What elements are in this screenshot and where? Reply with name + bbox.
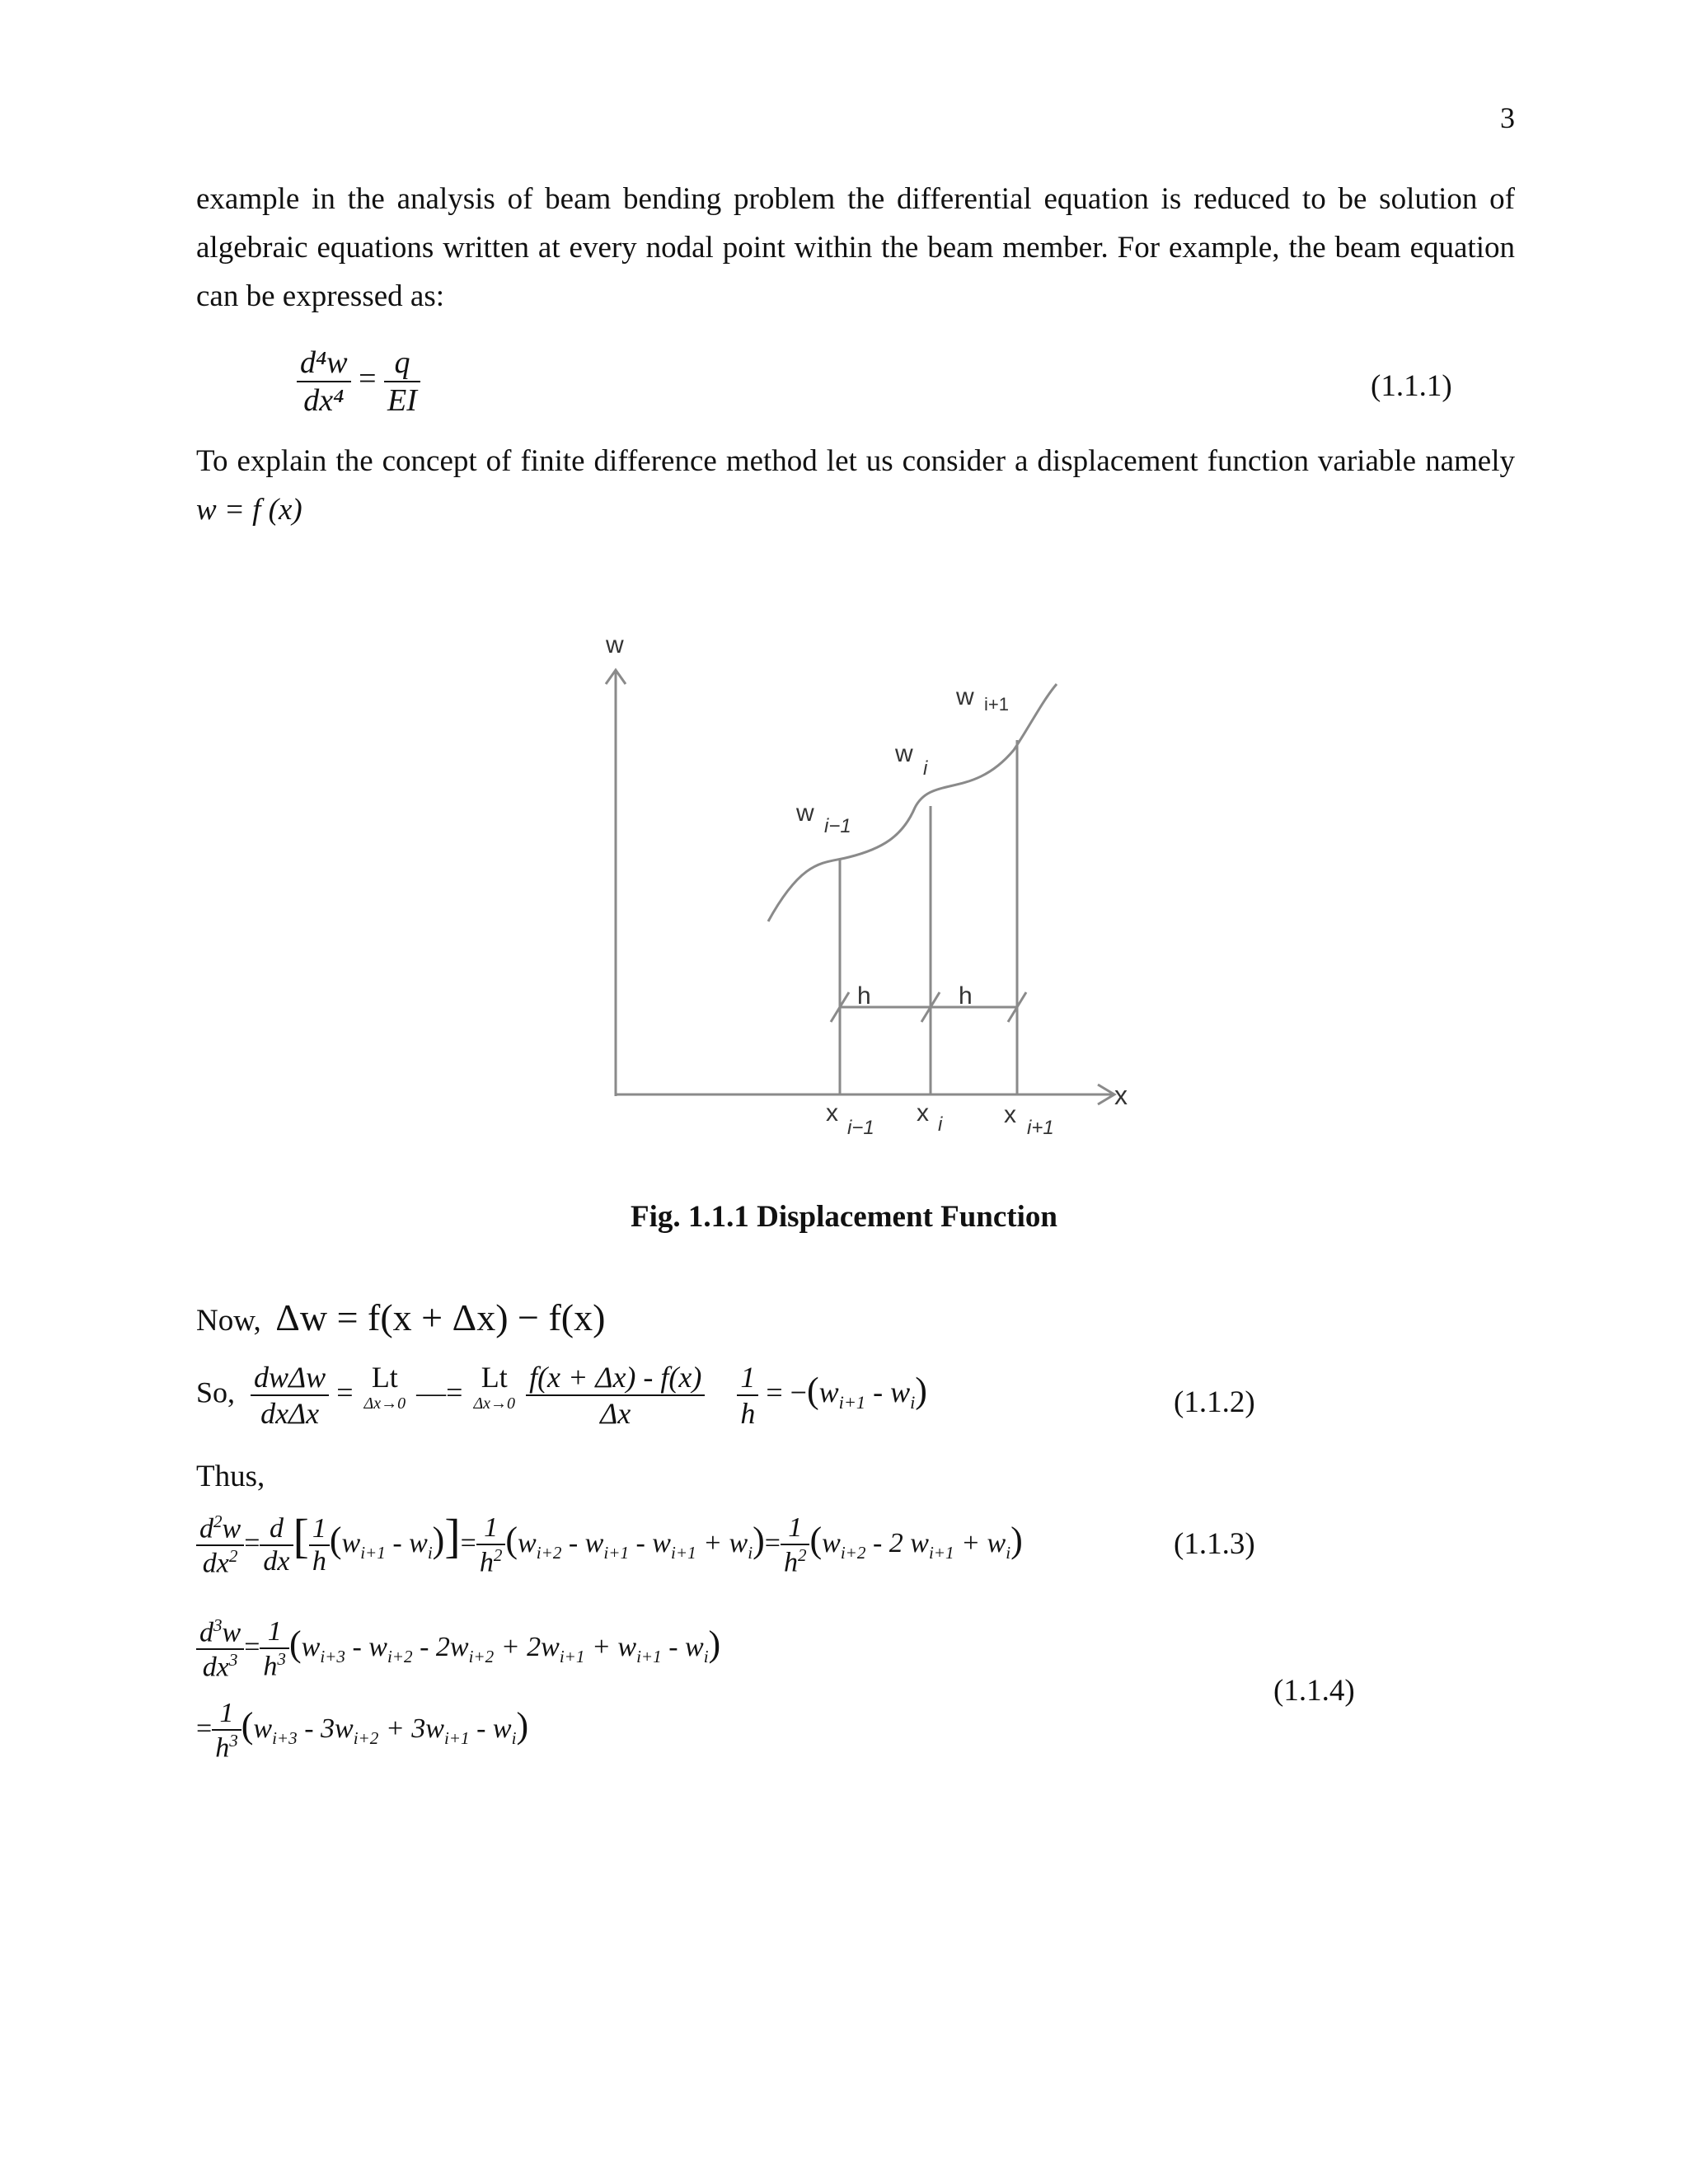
intro-paragraph: example in the analysis of beam bending problem the differential equation is reduced to be solution of algebraic equations written at every nodal point within the beam member. For example, the beam equation can be expressed as: [196,182,1515,313]
spacing-label-2: h [959,982,973,1010]
label-x-i-plus-1: x [1004,1101,1016,1128]
spacing-label-1: h [857,982,871,1010]
equation-1-1-3: $\frac{d^2w}{dx^2}$ = $\frac{d}{dx}$ [ $\frac{1}{h}$ $(w_{i+1} - w_i)]=$ $\frac{1}{h^2}$ $(w_{i+2} - w_{i+1} - w_{i+1} + w_i)=$ $\frac{1}{h^2}$ ($w_{i+2} - 2$ $w_{i+1} + w_i$) [196,1508,1023,1580]
eq1-rhs-den: EI [387,383,417,418]
equation-number-1-1-2: (1.1.2) [1174,1385,1255,1419]
eq2-f1-den: dxΔx [260,1397,320,1430]
now-line [196,1296,605,1339]
y-axis-label: w [606,631,624,658]
label-w-i-sub: i [923,757,928,780]
label-x-i-plus-1-sub: i+1 [1027,1117,1054,1139]
eq2-f3-den: h [740,1397,756,1430]
label-x-i-sub: i [938,1113,943,1136]
equation-1-1-4-line1: $\frac{d^3w}{dx^3}$ = $\frac{1}{h^3}$ $(w_{i+3} - w_{i+2} - 2w_{i+2} + 2w_{i+1} + w_{i+1} - w_i)$ [196,1615,720,1684]
label-x-i: x [917,1099,929,1127]
eq2-f3-num: 1 [737,1360,758,1396]
now-label: Now, [196,1304,261,1338]
eq2-lt1-sub: Δx→0 [363,1394,406,1413]
so-label: So, [196,1376,236,1409]
eq2-lt2: Lt [481,1361,508,1394]
page-number: 3 [1500,101,1515,134]
label-w-i: w [895,740,913,767]
equation-1-1-2: So, $\frac{\text{dwΔw}}{\text{dxΔx}}$ = Lt Δx→0 —= Lt Δx→0 $\frac{f(x + \Delta x) - f(x)}{\Delta x}$ $\frac{1}{h}$ = $-(w_{i+1} - w_i)$ [196,1361,927,1430]
equation-number-1-1-1: (1.1.1) [1371,369,1452,403]
equation-1-1-4-line2: = $\frac{1}{h^3}$ $(w_{i+3} - 3w_{i+2} + 3w_{i+1} - w_i)$ [196,1698,529,1764]
concept-text: To explain the concept of finite difference method let us consider a displacement function variable namely [196,444,1515,478]
label-x-i-minus-1-sub: i−1 [847,1117,874,1139]
figure-caption: Fig. 1.1.1 Displacement Function [631,1200,1057,1234]
concept-formula: w = f (x) [196,493,302,527]
label-x-i-minus-1: x [826,1099,838,1127]
equation-number-1-1-3: (1.1.3) [1174,1527,1255,1561]
eq1-rhs-num: q [384,344,420,382]
label-w-i-plus-1: w [956,683,974,710]
label-w-i-minus-1-sub: i−1 [824,815,851,837]
now-formula: Δw = f(x + Δx) − f(x) [275,1296,606,1338]
equation-number-1-1-4: (1.1.4) [1273,1674,1355,1708]
eq2-lt1: Lt [371,1361,398,1394]
eq2-f1-num: dwΔw [251,1360,329,1396]
eq2-f2-num: f(x + Δx) - f(x) [526,1360,705,1396]
label-w-i-minus-1: w [796,799,814,827]
thus-label: Thus, [196,1460,265,1493]
label-w-i-plus-1-sub: i+1 [984,694,1009,715]
eq2-lt2-sub: Δx→0 [473,1394,516,1413]
x-axis-label: x [1114,1080,1128,1110]
equation-1-1-1: $\frac{\text{d⁴w}}{\text{dx⁴}}$ = $\frac{q}{EI}$ [297,344,420,419]
eq1-lhs-den: dx⁴ [303,383,345,418]
eq1-lhs-num: d⁴w [297,344,351,382]
eq2-f2-den: Δx [600,1397,631,1430]
